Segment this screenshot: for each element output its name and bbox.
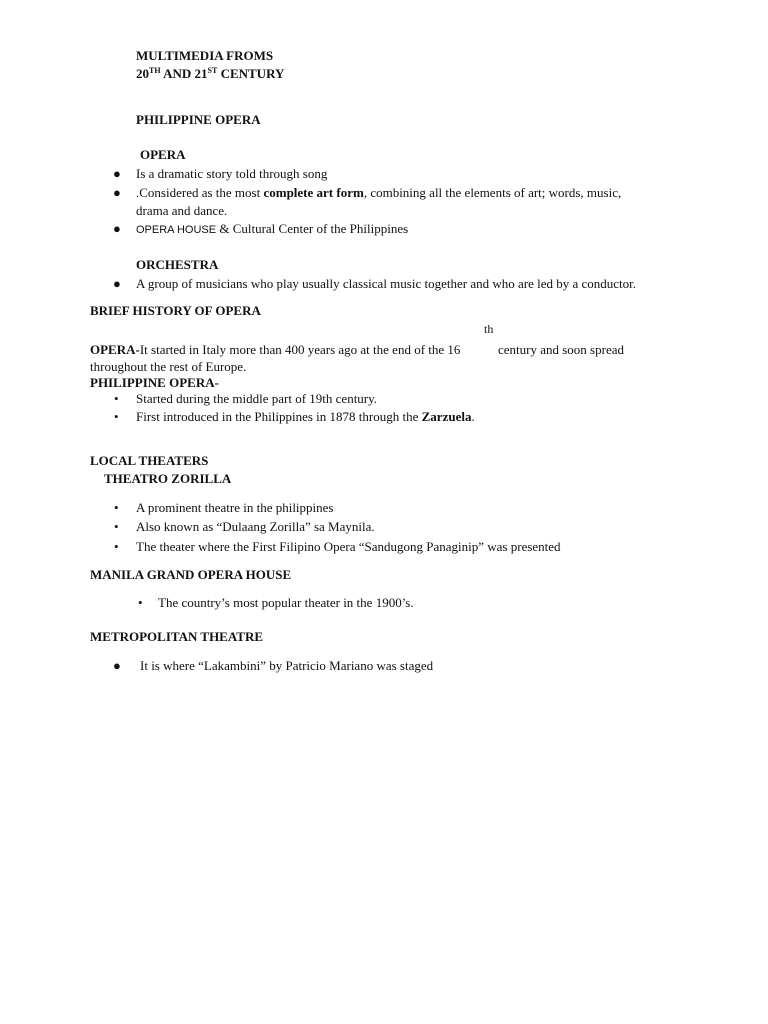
metropolitan-item-1: It is where “Lakambini” by Patricio Mariano was staged [140,658,434,673]
doc-title-line2: 20TH AND 21ST CENTURY [136,66,285,81]
bullet-icon: • [114,539,119,554]
brief-history-heading: BRIEF HISTORY OF OPERA [90,303,261,318]
orchestra-heading: ORCHESTRA [136,257,219,272]
opera-history-line2: throughout the rest of Europe. [90,359,247,374]
bullet-icon: ● [113,276,121,291]
metropolitan-heading: METROPOLITAN THEATRE [90,629,263,644]
bullet-icon: ● [113,166,121,181]
ph-opera-item-2: First introduced in the Philippines in 1878 through the Zarzuela. [136,409,475,424]
philippine-opera-label: PHILIPPINE OPERA- [90,375,219,390]
opera-history-line1-tail: century and soon spread [498,342,624,357]
opera-item-3: OPERA HOUSE & Cultural Center of the Philippines [136,221,409,236]
zorilla-item-2: Also known as “Dulaang Zorilla” sa Maynila. [136,519,375,534]
manila-grand-item-1: The country’s most popular theater in the 1900’s. [158,595,414,610]
manila-grand-heading: MANILA GRAND OPERA HOUSE [90,567,292,582]
bullet-icon: ● [113,185,121,200]
theatro-zorilla-heading: THEATRO ZORILLA [104,471,232,486]
doc-title-line1: MULTIMEDIA FROMS [136,48,274,63]
bullet-icon: ● [113,221,121,236]
opera-item-1: Is a dramatic story told through song [136,166,328,181]
zorilla-item-1: A prominent theatre in the philippines [136,500,334,515]
orchestra-item-1: A group of musicians who play usually classical music together and who are led by a conductor. [136,276,637,291]
ph-opera-item-1: Started during the middle part of 19th century. [136,391,378,406]
bullet-icon: • [114,500,119,515]
opera-item-2: .Considered as the most complete art form, combining all the elements of art; words, music, [136,185,622,200]
bullet-icon: • [114,409,119,424]
zorilla-item-3: The theater where the First Filipino Opera “Sandugong Panaginip” was presented [136,539,561,554]
philippine-opera-heading: PHILIPPINE OPERA [136,112,261,127]
local-theaters-heading: LOCAL THEATERS [90,453,209,468]
bullet-icon: • [114,391,119,406]
opera-item-2-cont: drama and dance. [136,203,228,218]
opera-heading: OPERA [140,147,186,162]
bullet-icon: • [138,595,143,610]
bullet-icon: ● [113,658,121,673]
bullet-icon: • [114,519,119,534]
opera-history-line1: OPERA-It started in Italy more than 400 years ago at the end of the 16 [90,342,461,357]
superscript-th: th [484,322,494,336]
